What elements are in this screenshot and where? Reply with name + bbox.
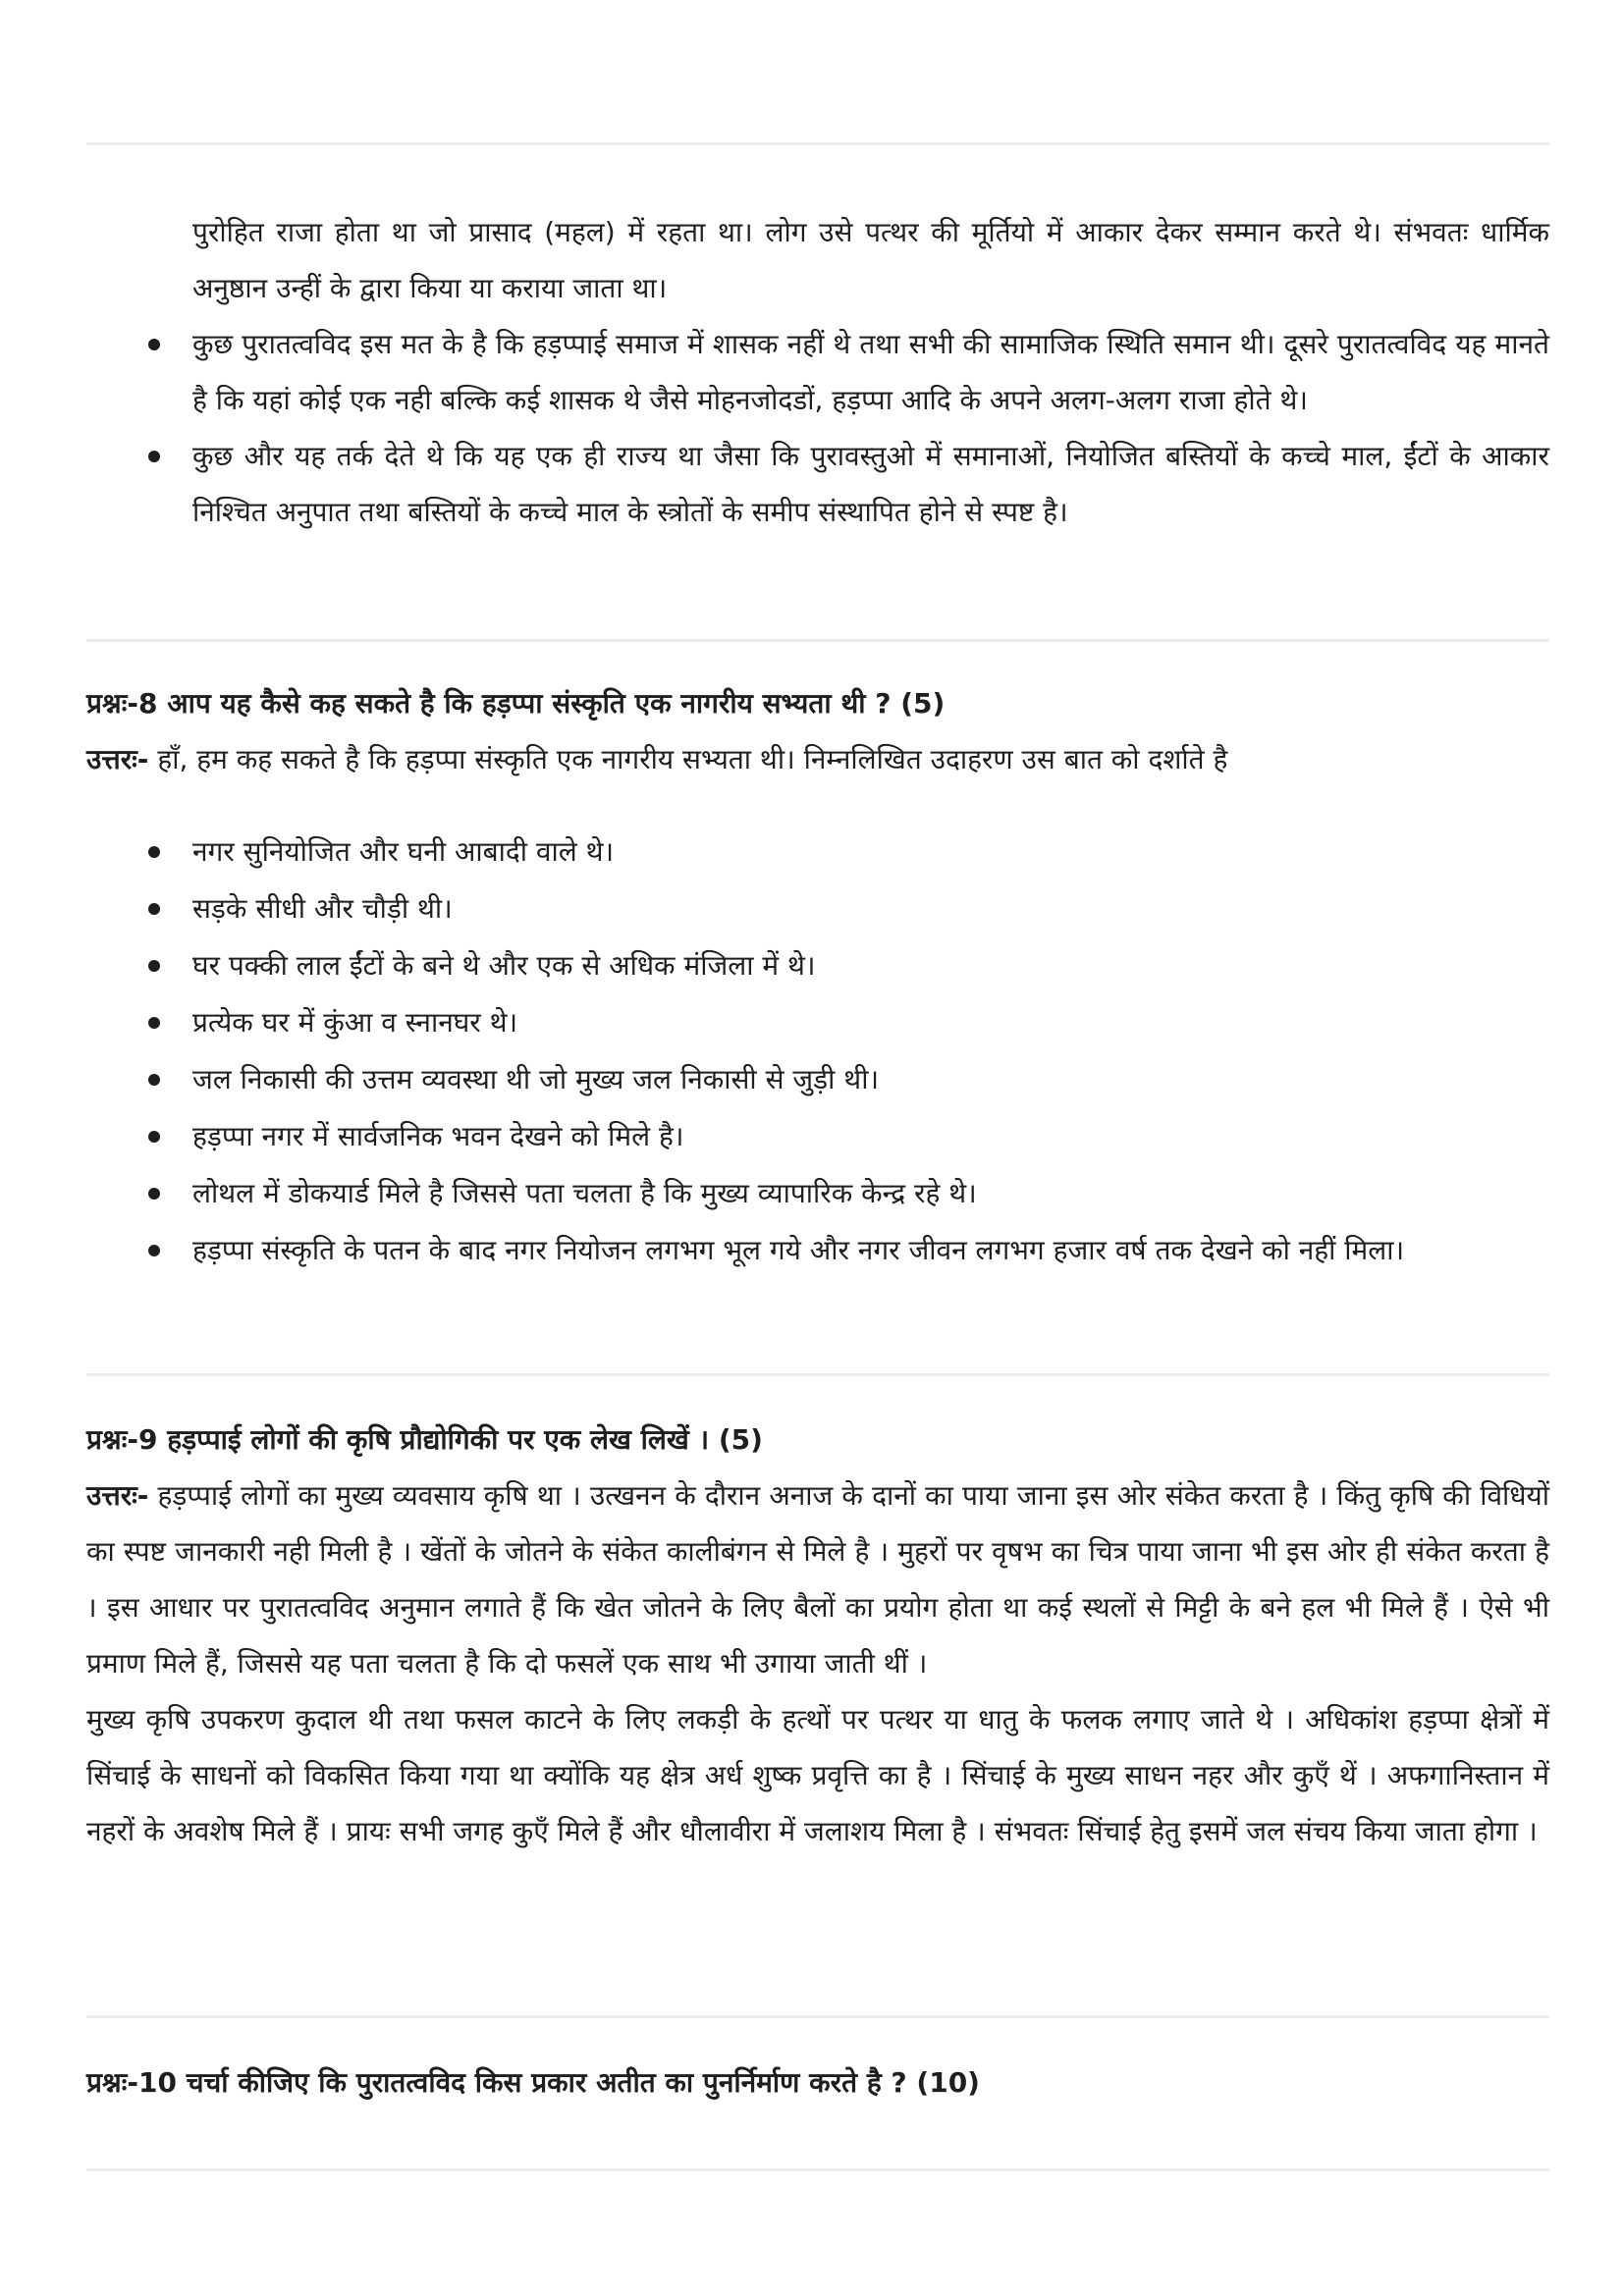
intro-paragraph: पुरोहित राजा होता था जो प्रासाद (महल) में रहता था। लोग उसे पत्थर की मूर्तियो में आकार देकर सम्मान करते थे। संभवतः धार्मिक अनुष्ठान उन्हीं के द्वारा किया या कराया जाता था।	[192, 216, 1549, 304]
list-item	[86, 1051, 1549, 1108]
divider	[86, 2168, 1549, 2171]
question-8-bullets	[86, 824, 1549, 1279]
divider	[86, 1373, 1549, 1376]
list-item-text: जल निकासी की उत्तम व्यवस्था थी जो मुख्य जल निकासी से जुड़ी थी।	[192, 1063, 880, 1095]
list-item-text: प्रत्येक घर में कुंआ व स्नानघर थे।	[192, 1006, 518, 1039]
bullet-icon	[148, 1188, 160, 1200]
list-item	[86, 994, 1549, 1051]
question-10-section	[86, 2055, 1549, 2110]
list-item-text: नगर सुनियोजित और घनी आबादी वाले थे।	[192, 835, 615, 868]
bullet-icon	[148, 1074, 160, 1086]
list-item	[86, 1108, 1549, 1165]
intro-bullet-list	[86, 316, 1549, 540]
list-item-text: सड़के सीधी और चौड़ी थी।	[192, 892, 453, 925]
divider	[86, 2015, 1549, 2018]
bullet-icon	[148, 960, 160, 972]
list-item-text: हड़प्पा संस्कृति के पतन के बाद नगर नियोजन लगभग भूल गये और नगर जीवन लगभग हजार वर्ष तक देखने को नहीं मिला।	[192, 1234, 1405, 1266]
question-10-title: प्रश्नः-10 चर्चा कीजिए कि पुरातत्वविद किस प्रकार अतीत का पुनर्निर्माण करते है ? (10)	[86, 2066, 980, 2099]
answer-8-bullet-list	[86, 824, 1549, 1279]
list-item-text: लोथल में डोकयार्ड मिले है जिससे पता चलता है कि मुख्य व्यापारिक केन्द्र रहे थे।	[192, 1177, 977, 1209]
question-8-title: प्रश्नः-8 आप यह कैसे कह सकते है कि हड़प्पा संस्कृति एक नागरीय सभ्यता थी ? (5)	[86, 687, 946, 720]
bullet-icon	[148, 1245, 160, 1256]
answer-label: उत्तरः-	[86, 1479, 149, 1512]
answer-9-paragraph-2: मुख्य कृषि उपकरण कुदाल थी तथा फसल काटने के लिए लकड़ी के हत्थों पर पत्थर या धातु के फलक लगाए जाते थे । अधिकांश हड़प्पा क्षेत्रों में सिंचाई के साधनों को विकसित किया गया था क्योंकि यह क्षेत्र अर्ध शुष्क प्रवृत्ति का है । सिंचाई के मुख्य साधन नहर और कुएँ थें । अफगानिस्तान में नहरों के अवशेष मिले हैं । प्रायः सभी जगह कुएँ मिले हैं और धौलावीरा में जलाशय मिला है । संभवतः सिंचाई हेतु इसमें जल संचय किया जाता होगा ।	[86, 1703, 1549, 1847]
divider	[86, 639, 1549, 642]
list-item	[86, 824, 1549, 881]
answer-8-intro	[86, 731, 1549, 787]
list-item-text: कुछ और यह तर्क देते थे कि यह एक ही राज्य था जैसा कि पुरावस्तुओ में समानाओं, नियोजित बस्तियों के कच्चे माल, ईंटों के आकार निश्चित अनुपात तथा बस्तियों के कच्चे माल के स्त्रोतों के समीप संस्थापित होने से स्पष्ट है।	[192, 440, 1549, 528]
answer-9-paragraph-1	[86, 1468, 1549, 1691]
bullet-icon	[148, 1131, 160, 1143]
bullet-icon	[148, 903, 160, 915]
question-9-title: प्रश्नः-9 हड़प्पाई लोगों की कृषि प्रौद्योगिकी पर एक लेख लिखें । (5)	[86, 1423, 763, 1456]
divider	[86, 142, 1549, 145]
answer-label: उत्तरः-	[86, 743, 149, 775]
answer-8-text: हाँ, हम कह सकते है कि हड़प्पा संस्कृति एक नागरीय सभ्यता थी। निम्नलिखित उदाहरण उस बात को दर्शाते है	[148, 743, 1228, 775]
list-item	[86, 881, 1549, 937]
list-item	[86, 428, 1549, 540]
list-item-text: हड़प्पा नगर में सार्वजनिक भवन देखने को मिले है।	[192, 1120, 684, 1152]
question-9-section	[86, 1412, 1549, 1859]
bullet-icon	[148, 846, 160, 858]
list-item	[86, 1165, 1549, 1222]
list-item	[86, 1222, 1549, 1279]
list-item	[86, 316, 1549, 428]
bullet-icon	[148, 339, 160, 350]
answer-9-text: हड़प्पाई लोगों का मुख्य व्यवसाय कृषि था । उत्खनन के दौरान अनाज के दानों का पाया जाना इस ओर संकेत करता है । किंतु कृषि की विधियों का स्पष्ट जानकारी नही मिली है । खेंतों के जोतने के संकेत कालीबंगन से मिले है । मुहरों पर वृषभ का चित्र पाया जाना भी इस ओर ही संकेत करता है । इस आधार पर पुरातत्वविद अनुमान लगाते हैं कि खेत जोतने के लिए बैलों का प्रयोग होता था कई स्थलों से मिट्टी के बने हल भी मिले हैं । ऐसे भी प्रमाण मिले हैं, जिससे यह पता चलता है कि दो फसलें एक साथ भी उगाया जाती थीं ।	[86, 1479, 1549, 1680]
list-item-text: कुछ पुरातत्वविद इस मत के है कि हड़प्पाई समाज में शासक नहीं थे तथा सभी की सामाजिक स्थिति समान थी। दूसरे पुरातत्वविद यह मानते है कि यहां कोई एक नही बल्कि कई शासक थे जैसे मोहनजोदडों, हड़प्पा आदि के अपने अलग-अलग राजा होते थे।	[192, 328, 1549, 416]
intro-section	[86, 204, 1549, 540]
list-item	[86, 937, 1549, 994]
bullet-icon	[148, 451, 160, 462]
bullet-icon	[148, 1017, 160, 1029]
list-item-text: घर पक्की लाल ईंटों के बने थे और एक से अधिक मंजिला में थे।	[192, 949, 816, 982]
question-8-section	[86, 675, 1549, 787]
